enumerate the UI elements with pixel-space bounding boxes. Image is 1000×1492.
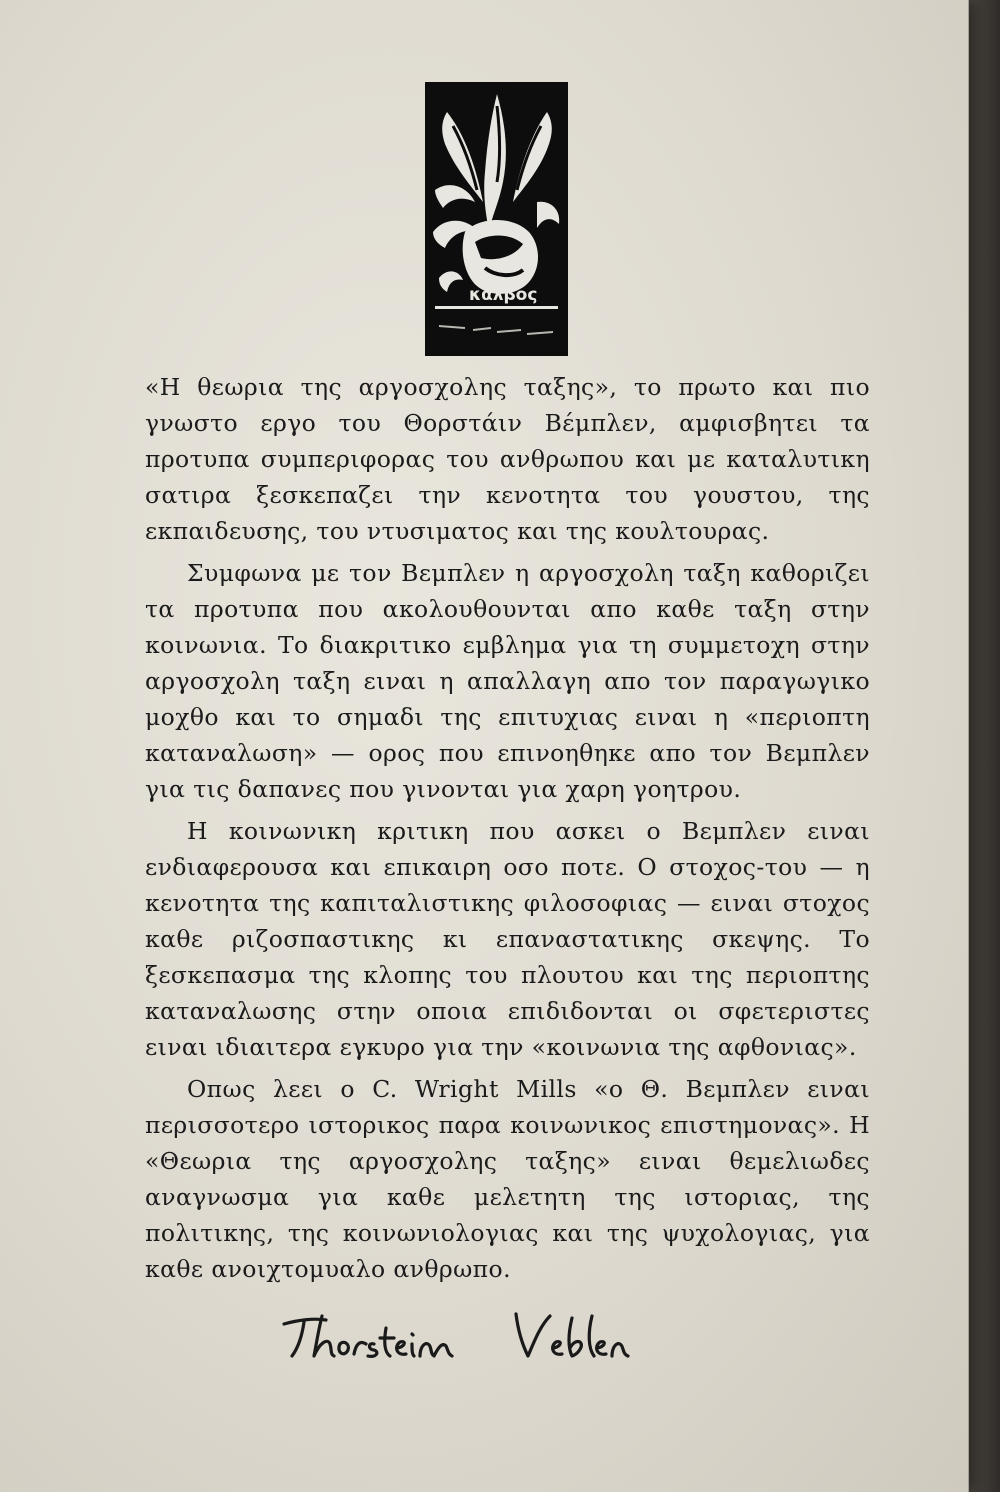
blurb-paragraph-4: Οπως λεει ο C. Wright Mills «ο Θ. Βεμπλεν ειναι περισσοτερο ιστορικος παρα κοινωνικος επιστημονας». Η «Θεωρια της αργοσχολης ταξης» ειναι θεμελιωδες αναγνωσμα για καθε μελετητη της ιστοριας, της πολιτικης, της κοινωνιολογιας και της ψυχολογιας, για καθε ανοιχτομυαλο ανθρωπο.	[145, 1075, 870, 1283]
author-signature	[278, 1298, 718, 1378]
blurb-text	[145, 369, 870, 1293]
svg-text:καλβος: καλβος	[469, 285, 538, 305]
feathered-helmet-emblem-icon	[425, 82, 568, 356]
publisher-logo	[425, 82, 568, 356]
blurb-paragraph-1: «Η θεωρια της αργοσχολης ταξης», το πρωτο και πιο γνωστο εργο του Θορστάιν Βέμπλεν, αμφισβητει τα προτυπα συμπεριφορας του ανθρωπου και με καταλυτικη σατιρα ξεσκεπαζει την κενοτητα του γουστου, της εκπαιδευσης, του ντυσιματος και της κουλτουρας.	[145, 373, 870, 545]
blurb-paragraph-2: Συμφωνα με τον Βεμπλεν η αργοσχολη ταξη καθοριζει τα προτυπα που ακολουθουνται απο καθε ταξη στην κοινωνια. Το διακριτικο εμβλημα για τη συμμετοχη στην αργοσχολη ταξη ειναι η απαλλαγη απο τον παραγωγικο μοχθο και το σημαδι της επιτυχιας ειναι η «περιοπτη καταναλωση» — ορος που επινοηθηκε απο τον Βεμπλεν για τις δαπανες που γινονται για χαρη γοητρου.	[145, 559, 870, 803]
blurb-paragraph-3: Η κοινωνικη κριτικη που ασκει ο Βεμπλεν ειναι ενδιαφερουσα και επικαιρη οσο ποτε. Ο στοχος-του — η κενοτητα της καπιταλιστικης φιλοσοφιας — ειναι στοχος καθε ριζοσπαστικης κι επαναστατικης σκεψης. Το ξεσκεπασμα της κλοπης του πλουτου και της περιοπτης καταναλωσης στην οποια επιδιδονται οι σφετεριστες ειναι ιδιαιτερα εγκυρο για την «κοινωνια της αφθονιας».	[145, 817, 870, 1061]
